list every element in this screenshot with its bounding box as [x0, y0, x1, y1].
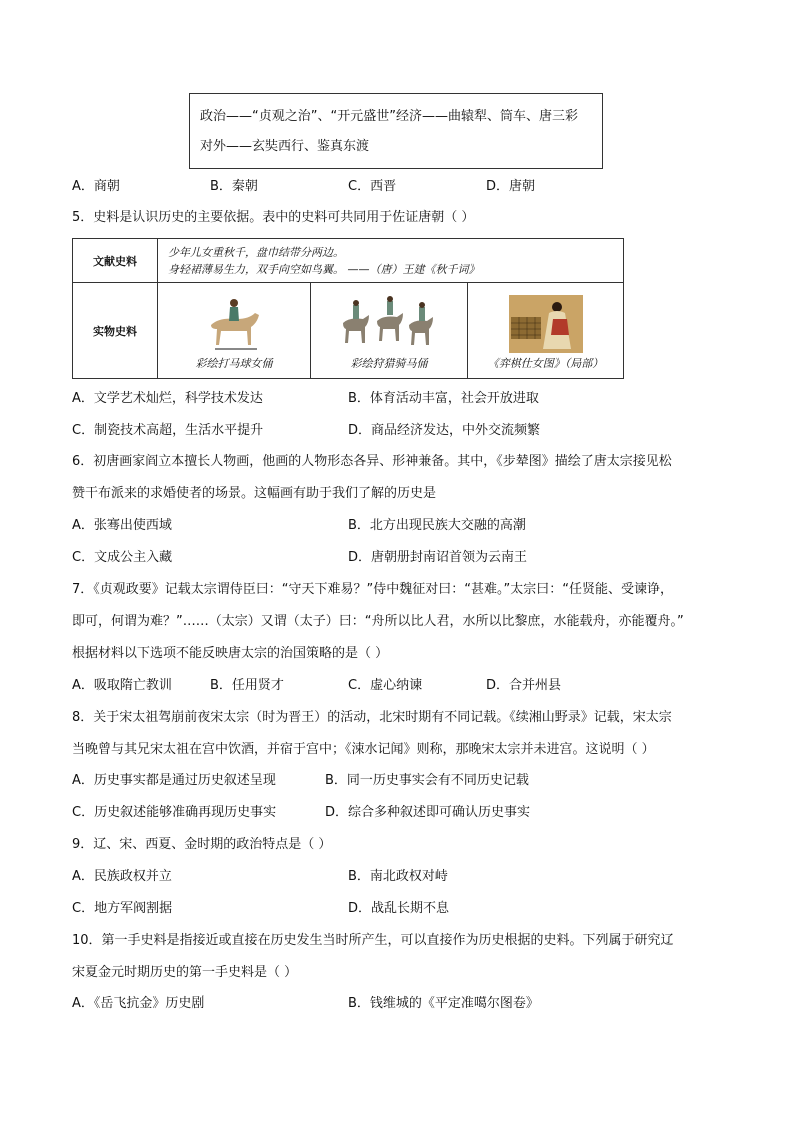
artifact-caption-1: 彩绘打马球女俑 [195, 356, 273, 370]
q7-line-2: 即可，何谓为难？”……（太宗）又谓（太子）曰：“舟所以比人君，水所以比黎庶，水能载舟，亦能覆舟。” [72, 614, 684, 629]
q4-option-c[interactable]: C．西晋 [348, 179, 397, 194]
material-box [189, 93, 603, 169]
table-label-documents: 文献史料 [73, 239, 158, 283]
artifact-caption-3: 《弈棋仕女图》（局部） [487, 356, 604, 370]
horse-polo-figurine-image [199, 295, 269, 353]
source-table [72, 238, 624, 379]
q9-option-d[interactable]: D．战乱长期不息 [348, 901, 450, 916]
q6-option-d[interactable]: D．唐朝册封南诏首领为云南王 [348, 550, 528, 565]
q4-option-d[interactable]: D．唐朝 [486, 179, 536, 194]
q7-option-c[interactable]: C．虚心纳谏 [348, 678, 423, 693]
table-label-artifacts: 实物史料 [73, 283, 158, 379]
q4-option-a[interactable]: A．商朝 [72, 179, 120, 194]
q10-option-b[interactable]: B．钱维城的《平定准噶尔图卷》 [348, 996, 539, 1011]
q10-option-a[interactable]: A．《岳飞抗金》历史剧 [72, 996, 205, 1011]
hunting-figurines-image [339, 295, 439, 353]
q7-option-b[interactable]: B．任用贤才 [210, 678, 284, 693]
q5-option-c[interactable]: C．制瓷技术高超，生活水平提升 [72, 423, 264, 438]
q7-line-1: 7．《贞观政要》记载太宗谓侍臣曰：“守天下难易？”侍中魏征对曰：“甚难。”太宗曰：“任贤能、受谏诤， [72, 582, 673, 597]
weiqi-lady-painting-image [509, 295, 583, 353]
q9-option-a[interactable]: A．民族政权并立 [72, 869, 172, 884]
q8-option-b[interactable]: B．同一历史事实会有不同历史记载 [325, 773, 529, 788]
poem-line-2: 身轻裙薄易生力，双手向空如鸟翼。 ——（唐）王建《秋千词》 [168, 262, 480, 276]
poem-line-1: 少年儿女重秋千，盘巾结带分两边。 [168, 245, 344, 259]
q7-option-a[interactable]: A．吸取隋亡教训 [72, 678, 172, 693]
artifact-cell-2 [311, 283, 468, 379]
q9-option-c[interactable]: C．地方军阀割据 [72, 901, 173, 916]
artifact-caption-2: 彩绘狩猎骑马俑 [350, 356, 428, 370]
q7-line-3: 根据材料以下选项不能反映唐太宗的治国策略的是（ ） [72, 646, 389, 661]
q8-option-a[interactable]: A．历史事实都是通过历史叙述呈现 [72, 773, 276, 788]
poem-cell [158, 239, 624, 283]
material-line-1: 政治——“贞观之治”、“开元盛世”经济——曲辕犁、筒车、唐三彩 [200, 109, 578, 124]
q8-line-1: 8．关于宋太祖驾崩前夜宋太宗（时为晋王）的活动，北宋时期有不同记载。《续湘山野录》记载，宋太宗 [72, 710, 672, 725]
q4-option-b[interactable]: B．秦朝 [210, 179, 258, 194]
q7-option-d[interactable]: D．合并州县 [486, 678, 562, 693]
q5-option-d[interactable]: D．商品经济发达，中外交流频繁 [348, 423, 541, 438]
q5-stem: 5．史料是认识历史的主要依据。表中的史料可共同用于佐证唐朝（ ） [72, 210, 475, 225]
material-line-2: 对外——玄奘西行、鉴真东渡 [200, 139, 370, 154]
q8-line-2: 当晚曾与其兄宋太祖在宫中饮酒，并宿于宫中；《涑水记闻》则称，那晚宋太宗并未进宫。这说明（ ） [72, 742, 655, 757]
q6-option-a[interactable]: A．张骞出使西域 [72, 518, 172, 533]
q8-option-c[interactable]: C．历史叙述能够准确再现历史事实 [72, 805, 277, 820]
q8-option-d[interactable]: D．综合多种叙述即可确认历史事实 [325, 805, 531, 820]
q5-option-a[interactable]: A．文学艺术灿烂，科学技术发达 [72, 391, 263, 406]
q9-option-b[interactable]: B．南北政权对峙 [348, 869, 448, 884]
q5-option-b[interactable]: B．体育活动丰富，社会开放进取 [348, 391, 539, 406]
artifact-cell-1 [158, 283, 311, 379]
q10-line-2: 宋夏金元时期历史的第一手史料是（ ） [72, 965, 298, 980]
q6-line-2: 赞干布派来的求婚使者的场景。这幅画有助于我们了解的历史是 [72, 486, 437, 501]
q6-option-c[interactable]: C．文成公主入藏 [72, 550, 173, 565]
artifact-cell-3 [468, 283, 624, 379]
q9-stem: 9．辽、宋、西夏、金时期的政治特点是（ ） [72, 837, 332, 852]
q6-option-b[interactable]: B．北方出现民族大交融的高潮 [348, 518, 526, 533]
q10-line-1: 10．第一手史料是指接近或直接在历史发生当时所产生，可以直接作为历史根据的史料。下列属于研究辽 [72, 933, 674, 948]
q6-line-1: 6．初唐画家阎立本擅长人物画，他画的人物形态各异、形神兼备。其中，《步辇图》描绘了唐太宗接见松 [72, 454, 672, 469]
